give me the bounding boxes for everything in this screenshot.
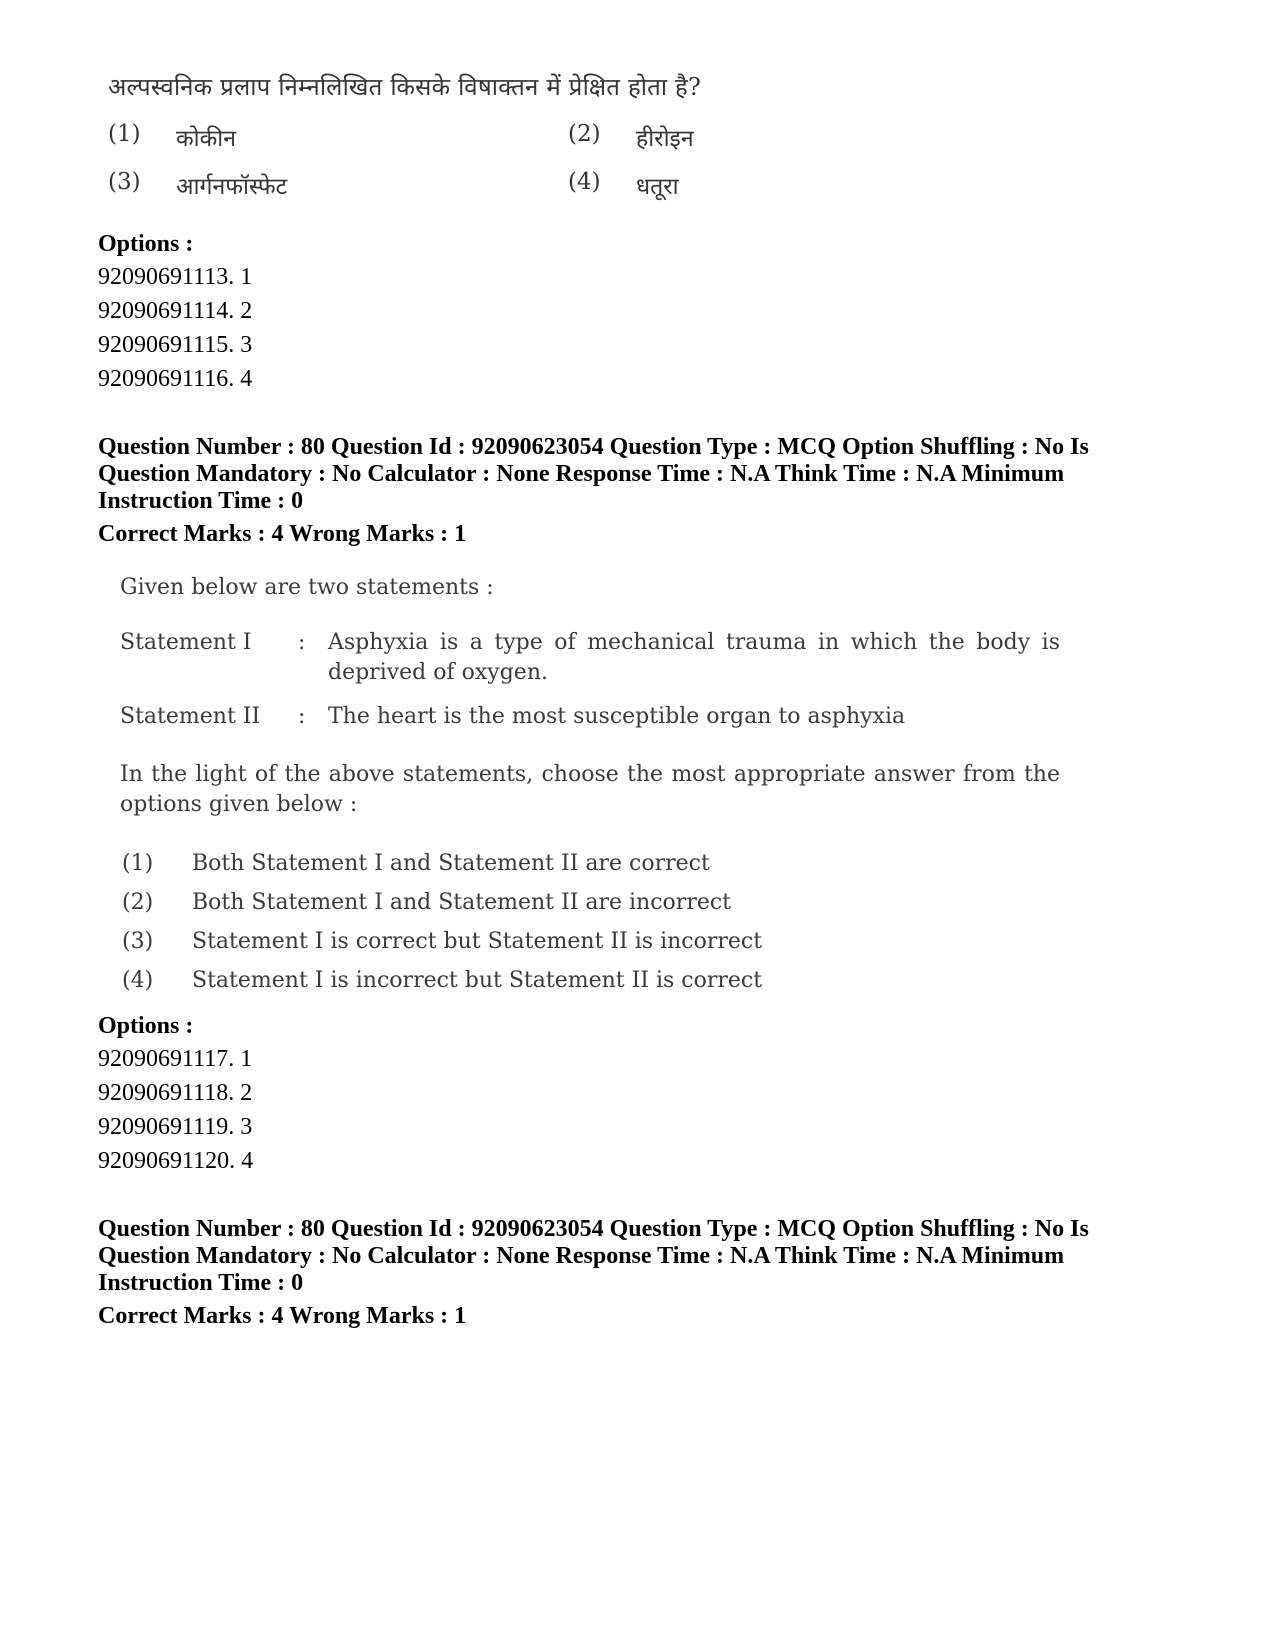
option-id-row: 92090691116. 4 — [98, 366, 253, 392]
statement-text: Asphyxia is a type of mechanical trauma in which the body is deprived of oxygen. — [328, 630, 1060, 685]
meta-line: Question Mandatory : No Calculator : None Response Time : N.A Think Time : N.A Minimum — [98, 461, 1065, 487]
option-number: (2) — [568, 121, 601, 147]
statement-row — [120, 628, 1060, 688]
question-text-hindi: अल्पस्वनिक प्रलाप निम्नलिखित किसके विषाक्तन में प्रेक्षित होता है? — [108, 73, 702, 101]
choice-number: (2) — [122, 890, 154, 915]
statement-text: The heart is the most susceptible organ to asphyxia — [328, 704, 906, 729]
choice-row — [120, 961, 1060, 1000]
option-id-row: 92090691113. 1 — [98, 264, 253, 290]
choice-row — [120, 883, 1060, 922]
question-intro: Given below are two statements : — [120, 575, 494, 600]
statement-row — [120, 702, 1060, 732]
hindi-option-grid — [108, 121, 748, 221]
option-id-row: 92090691117. 1 — [98, 1046, 253, 1072]
option-label: कोकीन — [176, 126, 237, 152]
question-ask: In the light of the above statements, choose the most appropriate answer from the options given below : — [120, 762, 1060, 817]
hindi-option — [108, 121, 236, 153]
choice-row — [120, 844, 1060, 883]
choice-number: (4) — [122, 968, 154, 993]
choice-text: Statement I is correct but Statement II is incorrect — [192, 929, 763, 954]
option-number: (4) — [568, 169, 601, 195]
options-list-1 — [98, 228, 1188, 396]
options-heading: Options : — [98, 231, 194, 257]
choice-row — [120, 922, 1060, 961]
english-question-block — [120, 575, 1060, 1000]
hindi-question-block — [108, 70, 748, 221]
choice-text: Both Statement I and Statement II are incorrect — [192, 890, 732, 915]
english-choices — [120, 844, 1060, 1000]
options-heading: Options : — [98, 1013, 194, 1039]
option-id-row: 92090691119. 3 — [98, 1114, 253, 1140]
question-meta-2 — [98, 1216, 1188, 1330]
options-list-2 — [98, 1010, 1188, 1178]
option-id-row: 92090691118. 2 — [98, 1080, 253, 1106]
statement-label: Statement II — [120, 704, 261, 729]
meta-line: Question Number : 80 Question Id : 92090623054 Question Type : MCQ Option Shuffling : No Is — [98, 434, 1089, 460]
option-id-row: 92090691114. 2 — [98, 298, 253, 324]
option-label: धतूरा — [636, 174, 679, 200]
option-number: (3) — [108, 169, 141, 195]
meta-line: Instruction Time : 0 — [98, 488, 304, 514]
meta-line: Instruction Time : 0 — [98, 1270, 304, 1296]
option-id-row: 92090691115. 3 — [98, 332, 253, 358]
marks-line: Correct Marks : 4 Wrong Marks : 1 — [98, 1303, 467, 1329]
choice-text: Statement I is incorrect but Statement II is correct — [192, 968, 763, 993]
option-number: (1) — [108, 121, 141, 147]
choice-number: (3) — [122, 929, 154, 954]
statement-colon: : — [298, 704, 306, 729]
choice-text: Both Statement I and Statement II are correct — [192, 851, 710, 876]
meta-line: Question Mandatory : No Calculator : None Response Time : N.A Think Time : N.A Minimum — [98, 1243, 1065, 1269]
statement-label: Statement I — [120, 630, 252, 655]
option-label: आर्गनफॉस्फेट — [176, 174, 288, 200]
meta-line: Question Number : 80 Question Id : 92090623054 Question Type : MCQ Option Shuffling : No Is — [98, 1216, 1089, 1242]
hindi-option — [108, 169, 287, 201]
option-label: हीरोइन — [636, 126, 694, 152]
marks-line: Correct Marks : 4 Wrong Marks : 1 — [98, 521, 467, 547]
question-meta-1 — [98, 434, 1188, 548]
hindi-option — [568, 121, 694, 153]
hindi-option — [568, 169, 679, 201]
choice-number: (1) — [122, 851, 154, 876]
option-id-row: 92090691120. 4 — [98, 1148, 254, 1174]
statement-colon: : — [298, 630, 306, 655]
